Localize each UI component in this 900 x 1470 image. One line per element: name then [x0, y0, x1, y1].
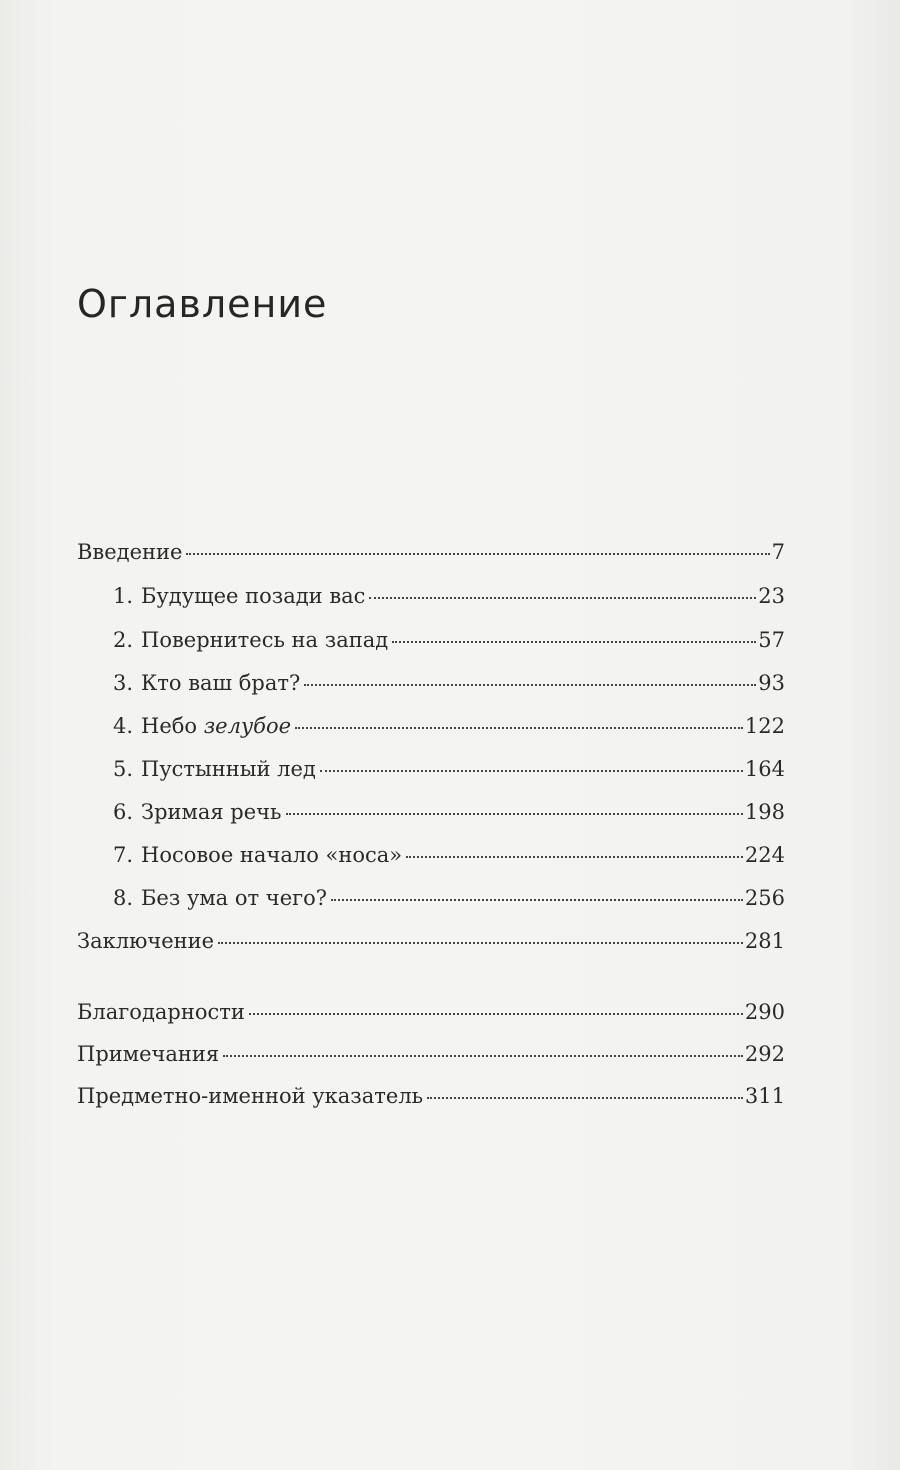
dot-leader [369, 597, 756, 599]
toc-entry-page: 122 [744, 714, 785, 738]
toc-entry-page: 281 [744, 929, 785, 953]
chapter-number: 8. [113, 886, 134, 910]
italic-word: зелубое [203, 714, 292, 738]
toc-entry-chapter-2[interactable] [77, 628, 785, 662]
toc-entry-page: 93 [758, 671, 785, 695]
toc-entry-page: 290 [744, 1000, 785, 1024]
toc-entry-label: Заключение [77, 929, 215, 953]
toc-entry-page: 164 [744, 757, 785, 781]
dot-leader [186, 553, 769, 555]
chapter-number: 5. [113, 757, 134, 781]
toc-entry-page: 224 [744, 843, 785, 867]
toc-entry-acknowledgements[interactable] [77, 1000, 785, 1034]
toc-entry-page: 7 [771, 540, 785, 564]
chapter-number: 3. [113, 671, 134, 695]
toc-entry-label: 2. Повернитесь на запад [113, 628, 389, 652]
toc-entry-introduction[interactable] [77, 540, 785, 574]
toc-entry-index[interactable] [77, 1084, 785, 1118]
toc-entry-conclusion[interactable] [77, 929, 785, 963]
toc-entry-label: 5. Пустынный лед [113, 757, 316, 781]
toc-entry-label: Введение [77, 540, 183, 564]
toc-entry-page: 292 [744, 1042, 785, 1066]
dot-leader [331, 899, 743, 901]
toc-entry-chapter-7[interactable] [77, 843, 785, 877]
toc-entry-chapter-6[interactable] [77, 800, 785, 834]
toc-entry-label: 7. Носовое начало «носа» [113, 843, 403, 867]
dot-leader [218, 942, 743, 944]
chapter-number: 6. [113, 800, 134, 824]
toc-entry-label: 4. Небо зелубое [113, 714, 292, 738]
toc-entry-chapter-1[interactable] [77, 584, 785, 618]
toc-entry-chapter-3[interactable] [77, 671, 785, 705]
toc-entry-label: 8. Без ума от чего? [113, 886, 328, 910]
toc-entry-label: 6. Зримая речь [113, 800, 282, 824]
toc-entry-notes[interactable] [77, 1042, 785, 1076]
toc-entry-page: 256 [744, 886, 785, 910]
dot-leader [406, 856, 743, 858]
dot-leader [320, 770, 743, 772]
toc-entry-label: Благодарности [77, 1000, 245, 1024]
dot-leader [392, 641, 756, 643]
page-title: Оглавление [77, 282, 328, 326]
dot-leader [249, 1013, 743, 1015]
chapter-number: 1. [113, 584, 134, 608]
dot-leader [427, 1097, 743, 1099]
toc-entry-page: 198 [744, 800, 785, 824]
dot-leader [304, 684, 756, 686]
toc-entry-label: 3. Кто ваш брат? [113, 671, 301, 695]
dot-leader [286, 813, 743, 815]
toc-entry-label: Примечания [77, 1042, 220, 1066]
chapter-number: 7. [113, 843, 134, 867]
toc-entry-chapter-5[interactable] [77, 757, 785, 791]
chapter-number: 2. [113, 628, 134, 652]
toc-entry-label: 1. Будущее позади вас [113, 584, 366, 608]
toc-entry-page: 311 [744, 1084, 785, 1108]
chapter-number: 4. [113, 714, 134, 738]
toc-entry-page: 23 [758, 584, 785, 608]
dot-leader [295, 727, 743, 729]
toc-entry-chapter-4[interactable] [77, 714, 785, 748]
toc-entry-label: Предметно-именной указатель [77, 1084, 424, 1108]
toc-entry-page: 57 [758, 628, 785, 652]
toc-entry-chapter-8[interactable] [77, 886, 785, 920]
dot-leader [223, 1055, 743, 1057]
